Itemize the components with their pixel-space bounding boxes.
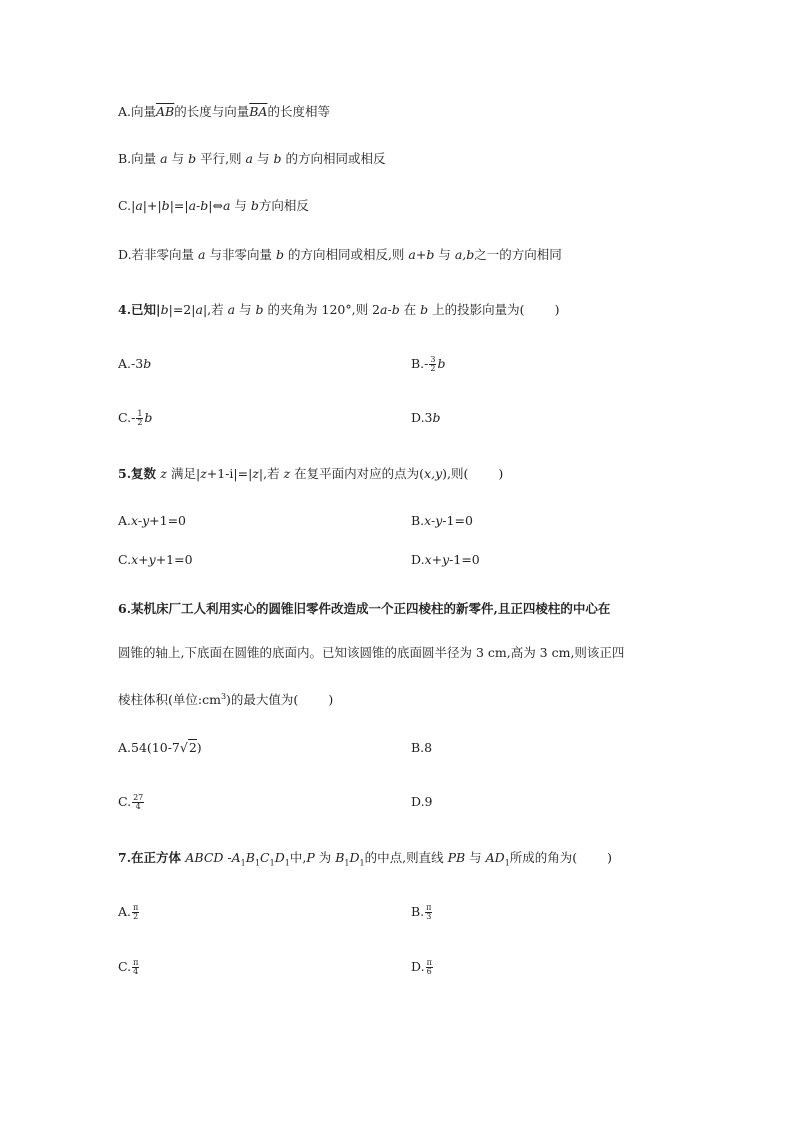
subscript: 1 xyxy=(344,858,350,868)
q3-c-pre: C.| xyxy=(118,198,136,213)
q5-a-tail: +1=0 xyxy=(149,513,186,528)
var-z: z xyxy=(200,466,207,481)
q3-c-t4: 与 xyxy=(234,198,251,213)
q4-d-label: D.3 xyxy=(411,410,433,425)
cube-base: ABCD xyxy=(185,850,224,865)
q6-line-3c: ) xyxy=(328,692,334,708)
q7-stem-2: - xyxy=(223,850,232,865)
var-b: b xyxy=(143,356,152,371)
q5-c-tail: +1=0 xyxy=(155,552,193,567)
expr: x-y xyxy=(131,513,150,528)
superscript: 3 xyxy=(220,692,227,701)
point-p: P xyxy=(306,850,315,865)
q3-option-b xyxy=(118,151,385,167)
q5-stem-5: 在复平面内对应的点为( xyxy=(290,466,425,481)
var-a: a xyxy=(160,151,168,166)
q5-d-label: D. xyxy=(411,552,425,567)
q7-option-d xyxy=(411,959,434,976)
var-a: a xyxy=(135,198,143,213)
q3-d-t1: 与非零向量 xyxy=(209,247,276,262)
q3-option-c xyxy=(118,198,309,214)
q7-option-b xyxy=(411,904,433,921)
expr: x-y xyxy=(424,513,443,528)
var-a: a xyxy=(195,302,203,317)
q7-stem-7: 所成的角为( xyxy=(509,850,578,865)
numerator: π xyxy=(426,958,432,967)
numerator: 27 xyxy=(133,793,144,802)
subscript: 1 xyxy=(504,858,510,868)
q5-stem-6: ),则( xyxy=(442,466,469,481)
var-b: b xyxy=(144,410,153,425)
q3-d-t4: 之一的方向相同 xyxy=(474,247,562,262)
numerator: π xyxy=(133,958,139,967)
var-z: z xyxy=(252,466,259,481)
q7-b-label: B. xyxy=(411,904,425,919)
q7-stem-8: ) xyxy=(607,850,613,865)
fraction xyxy=(132,794,144,811)
q3-option-d xyxy=(118,247,562,263)
q5-stem-3: +1-i|=| xyxy=(206,466,253,481)
denominator: 4 xyxy=(135,802,141,811)
vertex-b1: B xyxy=(335,850,345,865)
vertex-a1: A xyxy=(231,850,241,865)
q5-d-tail: -1=0 xyxy=(449,552,480,567)
q3-c-t5: 方向相反 xyxy=(258,198,309,213)
q3-d-t3: 与 xyxy=(438,247,455,262)
q5-stem-4: |,若 xyxy=(258,466,284,481)
q4-c-label: C.- xyxy=(118,410,136,425)
denominator: 2 xyxy=(133,912,139,921)
expr-a-b: a,b xyxy=(454,247,475,262)
q7-option-c xyxy=(118,959,140,976)
q5-option-b xyxy=(411,513,473,529)
radicand: 2 xyxy=(188,740,197,755)
var-xy: x,y xyxy=(424,466,443,481)
sqrt-icon: √ xyxy=(179,740,188,755)
q3-a-post: 的长度相等 xyxy=(267,104,330,119)
q5-a-label: A. xyxy=(118,513,132,528)
q4-b-label: B.- xyxy=(411,356,429,371)
q4-stem-4: 与 xyxy=(239,302,256,317)
q4-stem-1: 4.已知| xyxy=(118,302,161,317)
var-b: b xyxy=(273,151,282,166)
fraction xyxy=(136,410,143,427)
var-b: b xyxy=(160,302,169,317)
fraction xyxy=(425,904,432,921)
var-z: z xyxy=(160,466,167,481)
q4-stem-8: ) xyxy=(554,302,560,317)
q6-option-b xyxy=(411,740,432,756)
q7-a-label: A. xyxy=(118,904,132,919)
q7-stem-5: 的中点,则直线 xyxy=(364,850,448,865)
q7-stem xyxy=(118,850,612,872)
q3-b-t1: 与 xyxy=(171,151,189,166)
numerator: 3 xyxy=(430,355,436,364)
denominator: 2 xyxy=(430,364,436,373)
var-b: b xyxy=(255,302,264,317)
q6-c-label: C. xyxy=(118,794,132,809)
q3-d-pre: D.若非零向量 xyxy=(118,247,199,262)
q5-option-a xyxy=(118,513,186,529)
q4-stem-5: 的夹角为 120°,则 2 xyxy=(267,302,381,317)
q3-b-t4: 的方向相同或相反 xyxy=(285,151,386,166)
q4-a-label: A.-3 xyxy=(118,356,144,371)
var-a: a xyxy=(227,302,236,317)
numerator: π xyxy=(133,903,139,912)
q6-a-label: A.54(10-7 xyxy=(118,740,180,755)
var-b: b xyxy=(420,302,429,317)
subscript: 1 xyxy=(359,858,365,868)
numerator: π xyxy=(426,903,432,912)
q7-stem-6: 与 xyxy=(465,850,486,865)
q6-stem-line-1 xyxy=(118,601,610,617)
q4-stem xyxy=(118,302,559,318)
fraction xyxy=(132,959,139,976)
subscript: 1 xyxy=(254,858,261,868)
vertex-d1: D xyxy=(274,850,285,865)
numerator: 1 xyxy=(137,409,143,418)
q4-option-c xyxy=(118,410,152,427)
q5-b-tail: -1=0 xyxy=(442,513,473,528)
q7-d-label: D. xyxy=(411,959,425,974)
q7-stem-3: 中, xyxy=(289,850,307,865)
expr-a-plus-b: a+b xyxy=(408,247,435,262)
vertex-d1: D xyxy=(349,850,360,865)
q4-option-b xyxy=(411,356,446,373)
var-z: z xyxy=(283,466,291,481)
var-b: b xyxy=(161,198,170,213)
q4-option-a xyxy=(118,356,151,372)
q3-c-t2: |=| xyxy=(169,198,189,213)
expr-a-minus-b: a-b xyxy=(188,198,209,213)
q4-option-d xyxy=(411,410,441,426)
var-b: b xyxy=(250,198,259,213)
var-b: b xyxy=(432,410,441,425)
q6-b-label: B.8 xyxy=(411,740,433,755)
q5-c-label: C. xyxy=(118,552,132,567)
fraction xyxy=(132,904,139,921)
q6-stem-line-3 xyxy=(118,689,333,708)
var-a: a xyxy=(198,247,206,262)
q6-option-c xyxy=(118,794,145,811)
q6-d-label: D.9 xyxy=(411,794,433,809)
vertex-b1: B xyxy=(245,850,255,865)
var-a: a xyxy=(245,151,253,166)
denominator: 2 xyxy=(137,418,143,427)
q4-stem-3: |,若 xyxy=(202,302,228,317)
var-b: b xyxy=(437,356,446,371)
q3-c-t1: |+| xyxy=(142,198,162,213)
expr: x+y xyxy=(131,552,156,567)
q3-b-pre: B.向量 xyxy=(118,151,161,166)
line-ad1: AD xyxy=(485,850,505,865)
denominator: 4 xyxy=(133,967,139,976)
q3-a-pre: A.向量 xyxy=(118,104,157,119)
subscript: 1 xyxy=(284,858,290,868)
line-pb: PB xyxy=(447,850,466,865)
var-a: a xyxy=(222,198,231,213)
q5-stem xyxy=(118,466,503,482)
q6-stem-line-2 xyxy=(118,645,624,661)
q5-stem-1: 5.复数 xyxy=(118,466,161,481)
q6-line-2: 圆锥的轴上,下底面在圆锥的底面内。已知该圆锥的底面圆半径为 3 cm,高为 3 cm,则该正四 xyxy=(118,645,625,660)
expr: x+y xyxy=(424,552,450,567)
q3-option-a xyxy=(118,104,330,120)
q3-c-t3: |⇔ xyxy=(208,198,223,213)
q4-stem-7: 上的投影向量为( xyxy=(432,302,525,317)
q6-line-1: 6.某机床厂工人利用实心的圆锥旧零件改造成一个正四棱柱的新零件,且正四棱柱的中心在 xyxy=(118,601,611,616)
q6-line-3a: 棱柱体积(单位:cm xyxy=(118,692,221,708)
vector-ab: $\overline{AB}$ xyxy=(156,104,175,119)
q6-option-a xyxy=(118,740,202,756)
q4-stem-2: |=2| xyxy=(168,302,196,317)
q6-line-3b: )的最大值为( xyxy=(226,692,299,708)
denominator: 3 xyxy=(426,912,432,921)
q3-b-t2: 平行,则 xyxy=(200,151,246,166)
q5-option-c xyxy=(118,552,193,568)
q5-option-d xyxy=(411,552,480,568)
q7-stem-4: 为 xyxy=(314,850,336,865)
q3-d-t2: 的方向相同或相反,则 xyxy=(287,247,409,262)
q6-a-tail: ) xyxy=(196,740,202,755)
q5-b-label: B. xyxy=(411,513,425,528)
q5-stem-7: ) xyxy=(498,466,504,481)
q5-stem-2: 满足| xyxy=(167,466,201,481)
q3-b-t3: 与 xyxy=(256,151,274,166)
q6-option-d xyxy=(411,794,433,810)
subscript: 1 xyxy=(269,858,275,868)
q7-option-a xyxy=(118,904,140,921)
q4-stem-6: 在 xyxy=(403,302,421,317)
var-b: b xyxy=(188,151,197,166)
fraction xyxy=(426,959,433,976)
var-b: b xyxy=(275,247,284,262)
vertex-c1: C xyxy=(260,850,270,865)
fraction xyxy=(429,356,436,373)
q7-stem-1: 7.在正方体 xyxy=(118,850,186,865)
expr-a-minus-b: a-b xyxy=(380,302,400,317)
subscript: 1 xyxy=(240,858,246,868)
q3-a-mid: 的长度与向量 xyxy=(174,104,250,119)
q7-c-label: C. xyxy=(118,959,132,974)
vector-ba: $\overline{BA}$ xyxy=(249,104,268,119)
denominator: 6 xyxy=(426,967,432,976)
